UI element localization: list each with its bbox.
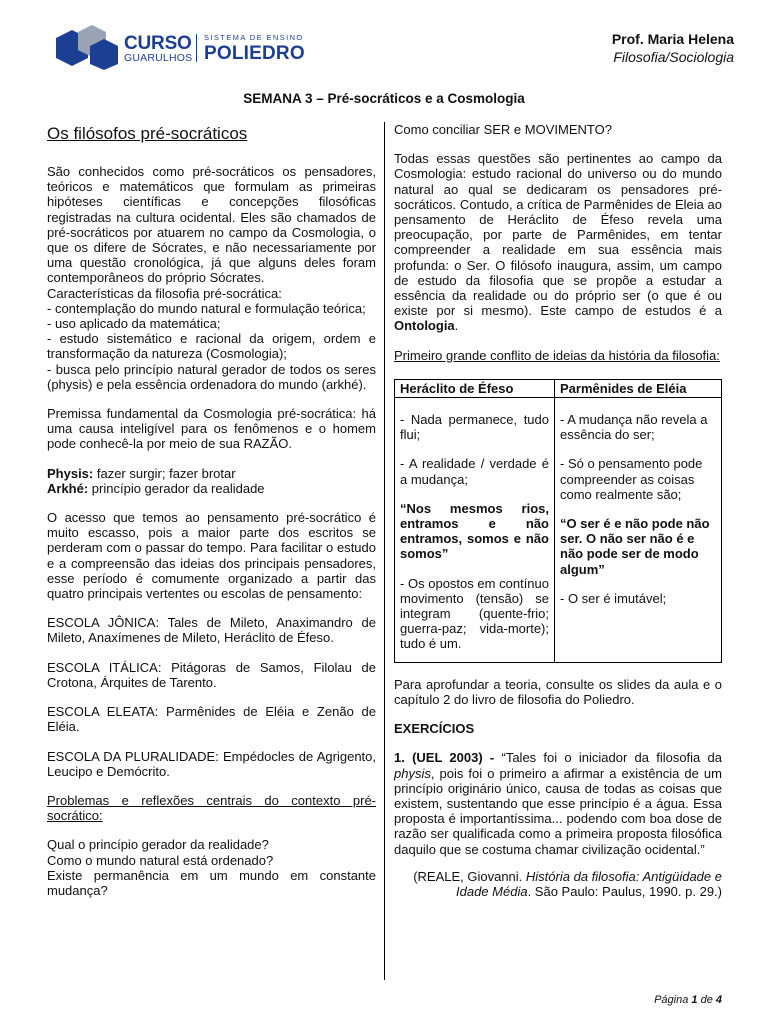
- access-paragraph: O acesso que temos ao pensamento pré-socrático é muito escasso, pois a maior parte dos escritos se perderam com o passar do tempo. Para facilitar o estudo e a compreensão das ideias dos principais pensadores, esse período é comumente organizado a partir das quatro principais vertentes ou escolas de pensamento:: [47, 510, 376, 602]
- logo-sistema-text: SISTEMA DE ENSINO: [204, 33, 304, 42]
- right-column: [394, 122, 722, 899]
- characteristic-item: - busca pelo princípio natural gerador de todos os seres (physis) e pela essência ordenadora do mundo (arkhé).: [47, 361, 376, 392]
- subject-name: Filosofia/Sociologia: [613, 49, 734, 65]
- exercises-title: EXERCÍCIOS: [394, 721, 475, 737]
- heraclito-quote: “Nos mesmos rios, entramos e não entramos, somos e não somos”: [400, 500, 549, 562]
- problems-title: Problemas e reflexões centrais do contexto pré-socrático:: [47, 792, 376, 824]
- citation: [394, 869, 722, 899]
- parmenides-point: - O ser é imutável;: [560, 590, 667, 606]
- exercise-1-text-a: “Tales foi o iniciador da filosofia da: [494, 750, 722, 766]
- page-prefix: Página: [654, 994, 692, 1006]
- cosmology-text: Todas essas questões são pertinentes ao campo da Cosmologia: estudo racional do universo ou do mundo natural ao qual se dedicaram os pensadores pré-socráticos. Contudo, a crítica de Parmênides de Eleia ao pensamento de Heráclito de Éfeso revela uma preocupação, por parte de Parmênides, em tentar compreender a realidade em sua essência mais profunda: o Ser. O filósofo inaugura, assim, um campo de estudo da filosofia que se propõe a estudar a essência da realidade ou do próprio ser (o que é ou existe por si mesmo). Este campo de estudos é a: [394, 151, 722, 319]
- logo-poliedro-text: POLIEDRO: [204, 43, 305, 64]
- characteristic-item: - uso aplicado da matemática;: [47, 316, 221, 332]
- left-column: [47, 122, 376, 898]
- parmenides-cell: [555, 398, 722, 663]
- cube-logo-icon: [54, 24, 120, 70]
- parmenides-point: - A mudança não revela a essência do ser;: [560, 412, 708, 443]
- page-current: 1: [691, 994, 698, 1006]
- question-item: Como o mundo natural está ordenado?: [47, 852, 274, 868]
- heraclito-point: - A realidade / verdade é a mudança;: [400, 456, 549, 487]
- heraclito-point: - Nada permanece, tudo flui;: [400, 412, 549, 443]
- week-title: SEMANA 3 – Pré-socráticos e a Cosmologia: [243, 91, 525, 106]
- arkhe-def: princípio gerador da realidade: [88, 480, 265, 496]
- professor-info: [612, 30, 734, 66]
- table-header-parmenides: Parmênides de Eléia: [555, 379, 722, 397]
- column-divider: [384, 122, 385, 980]
- cosmology-end: .: [454, 318, 459, 334]
- exercise-1-number: 1. (UEL 2003) -: [394, 750, 495, 766]
- physis-definition: [47, 466, 376, 481]
- intro-paragraph: São conhecidos como pré-socráticos os pensadores, teóricos e matemáticos que formulam as primeiras hipóteses científicas e concepções filosóficas registradas na cultura ocidental. Eles são chamados de pré-socráticos por atuarem no campo da Cosmologia, o que os difere de Sócrates, e não necessariamente por uma questão cronológica, já que alguns deles foram contemporâneos do próprio Sócrates.: [47, 164, 376, 286]
- premise-paragraph: Premissa fundamental da Cosmologia pré-socrática: há uma causa inteligível para os fenômenos e o homem pode conhecê-la por meio de sua RAZÃO.: [47, 406, 376, 452]
- citation-title: História da filosofia: Antigüidade e Idade Média: [456, 868, 722, 899]
- characteristic-item: - estudo sistemático e racional da origem, ordem e transformação da natureza (Cosmologia);: [47, 331, 376, 362]
- comparison-table: [394, 379, 722, 663]
- school-item: ESCOLA ELEATA: Parmênides de Eléia e Zenão de Eléia.: [47, 704, 376, 735]
- cosmology-paragraph: [394, 151, 722, 333]
- school-item: ESCOLA JÔNICA: Tales de Mileto, Anaximandro de Mileto, Anaxímenes de Mileto, Heráclito de Éfeso.: [47, 615, 376, 646]
- question-item: Existe permanência em um mundo em constante mudança?: [47, 867, 376, 898]
- section-title: Os filósofos pré-socráticos: [47, 124, 248, 143]
- page-total: 4: [715, 994, 722, 1006]
- professor-name: Prof. Maria Helena: [611, 31, 734, 47]
- logo-guarulhos-text: GUARULHOS: [124, 52, 193, 64]
- school-item: ESCOLA ITÁLICA: Pitágoras de Samos, Filolau de Crotona, Árquites de Tarento.: [47, 659, 376, 690]
- parmenides-quote: “O ser é e não pode não ser. O não ser não é e não pode ser de modo algum”: [560, 516, 710, 577]
- citation-author: (REALE, Giovanni.: [413, 868, 526, 884]
- exercise-1-physis: physis: [394, 765, 431, 781]
- characteristics-label: Características da filosofia pré-socrática:: [47, 285, 282, 301]
- table-header-row: [395, 379, 722, 397]
- logo-divider: [196, 34, 197, 62]
- deepen-paragraph: Para aprofundar a teoria, consulte os slides da aula e o capítulo 2 do livro de filosofia do Poliedro.: [394, 676, 722, 707]
- physis-def: fazer surgir; fazer brotar: [93, 465, 236, 481]
- exercise-1-text-b: , pois foi o primeiro a afirmar a existência de um princípio originário único, causa de todas as coisas que existem, sustentando que esse princípio é a água. Essa proposta é importantíssima... podendo com boa dose de razão ser qualificada como a primeira proposta filosófica daquilo que se costuma chamar civilização ocidental.”: [394, 765, 722, 857]
- citation-publisher: . São Paulo: Paulus, 1990. p. 29.): [527, 883, 722, 899]
- characteristic-item: - contemplação do mundo natural e formulação teórica;: [47, 300, 366, 316]
- heraclito-point: - Os opostos em contínuo movimento (tensão) se integram (quente-frio; guerra-paz; vida-morte); tudo é um.: [400, 575, 549, 652]
- question-item: Qual o princípio gerador da realidade?: [47, 837, 269, 853]
- physis-term: Physis:: [47, 465, 94, 481]
- page-number: [654, 994, 722, 1006]
- conflict-title: Primeiro grande conflito de ideias da história da filosofia:: [394, 347, 720, 363]
- page-mid: de: [697, 994, 716, 1006]
- logo-curso-text: CURSO: [124, 33, 192, 54]
- table-header-heraclito: Heráclito de Éfeso: [395, 379, 555, 397]
- heraclito-cell: [395, 398, 555, 663]
- ontologia-term: Ontologia: [394, 318, 455, 334]
- arkhe-definition: [47, 481, 376, 496]
- exercise-1: [394, 750, 722, 856]
- table-row: [395, 398, 722, 663]
- school-item: ESCOLA DA PLURALIDADE: Empédocles de Agrigento, Leucipo e Demócrito.: [47, 748, 376, 779]
- parmenides-point: - Só o pensamento pode compreender as coisas como realmente são;: [560, 456, 703, 502]
- page-header: [0, 0, 768, 90]
- curso-poliedro-logo: [54, 24, 314, 70]
- ser-movimento-question: Como conciliar SER e MOVIMENTO?: [394, 122, 612, 137]
- arkhe-term: Arkhé:: [47, 480, 89, 496]
